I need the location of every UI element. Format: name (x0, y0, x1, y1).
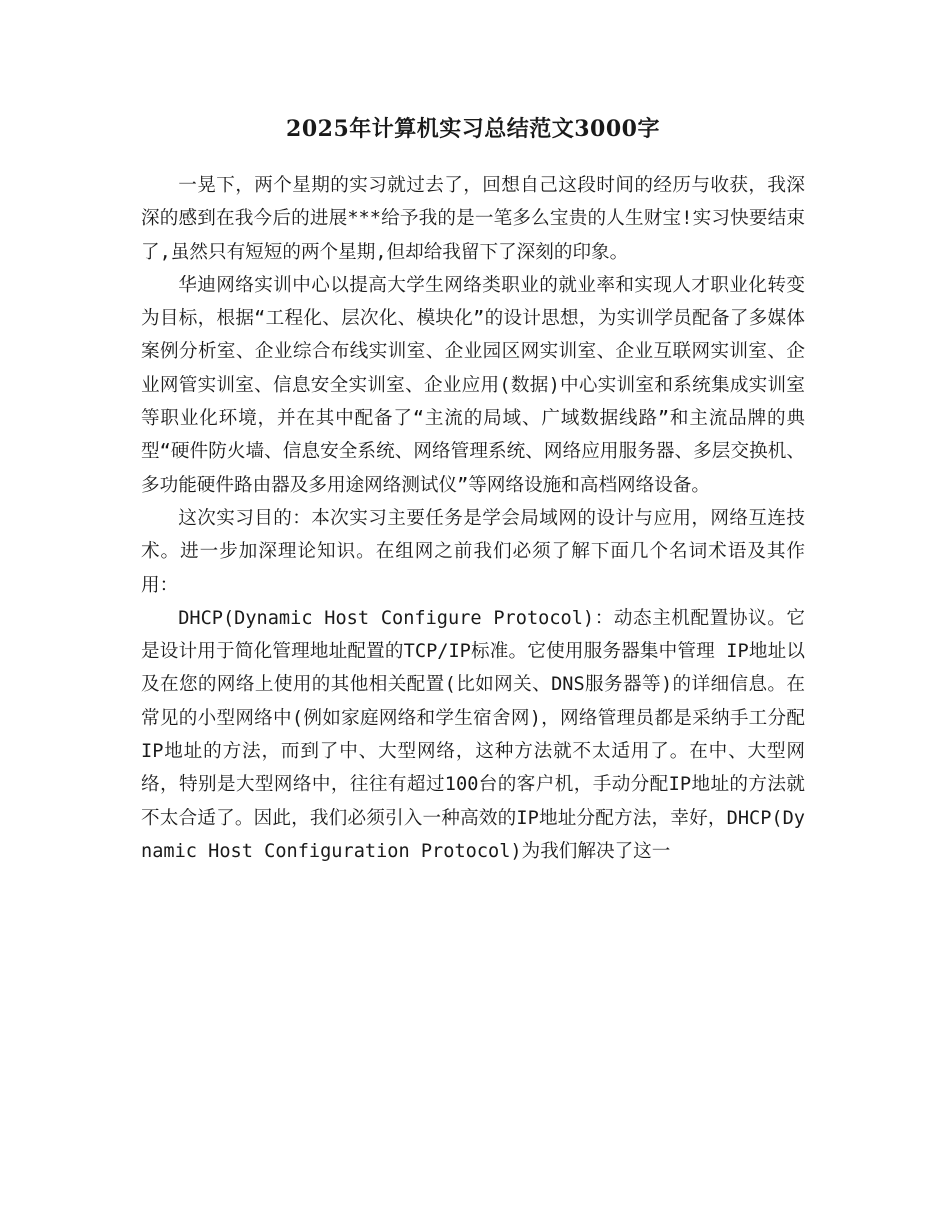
paragraph-dhcp: DHCP(Dynamic Host Configure Protocol)：动态主机配置协议。它是设计用于简化管理地址配置的TCP/IP标准。它使用服务器集中管理 IP地址以及在您的网络上使用的其他相关配置(比如网关、DNS服务器等)的详细信息。在常见的小型网络中(例如家庭网络和学生宿舍网)，网络管理员都是采纳手工分配IP地址的方法，而到了中、大型网络，这种方法就不太适用了。在中、大型网络，特别是大型网络中，往往有超过100台的客户机，手动分配IP地址的方法就不太合适了。因此，我们必须引入一种高效的IP地址分配方法，幸好，DHCP(Dynamic Host Configuration Protocol)为我们解决了这一 (141, 607, 805, 862)
document-body (141, 169, 805, 868)
paragraph-training-center: 华迪网络实训中心以提高大学生网络类职业的就业率和实现人才职业化转变为目标，根据“工程化、层次化、模块化”的设计思想，为实训学员配备了多媒体案例分析室、企业综合布线实训室、企业园区网实训室、企业互联网实训室、企业网管实训室、信息安全实训室、企业应用(数据)中心实训室和系统集成实训室等职业化环境，并在其中配备了“主流的局域、广域数据线路”和主流品牌的典型“硬件防火墙、信息安全系统、网络管理系统、网络应用服务器、多层交换机、多功能硬件路由器及多用途网络测试仪”等网络设施和高档网络设备。 (141, 274, 805, 496)
document-content (141, 112, 805, 868)
paragraph-internship-purpose: 这次实习目的：本次实习主要任务是学会局域网的设计与应用，网络互连技术。进一步加深理论知识。在组网之前我们必须了解下面几个名词术语及其作用： (141, 507, 805, 596)
paragraph-intro: 一晃下，两个星期的实习就过去了，回想自己这段时间的经历与收获，我深深的感到在我今后的进展***给予我的是一笔多么宝贵的人生财宝!实习快要结束了,虽然只有短短的两个星期,但却给我留下了深刻的印象。 (141, 175, 805, 263)
document-title: 2025年计算机实习总结范文3000字 (286, 116, 660, 142)
